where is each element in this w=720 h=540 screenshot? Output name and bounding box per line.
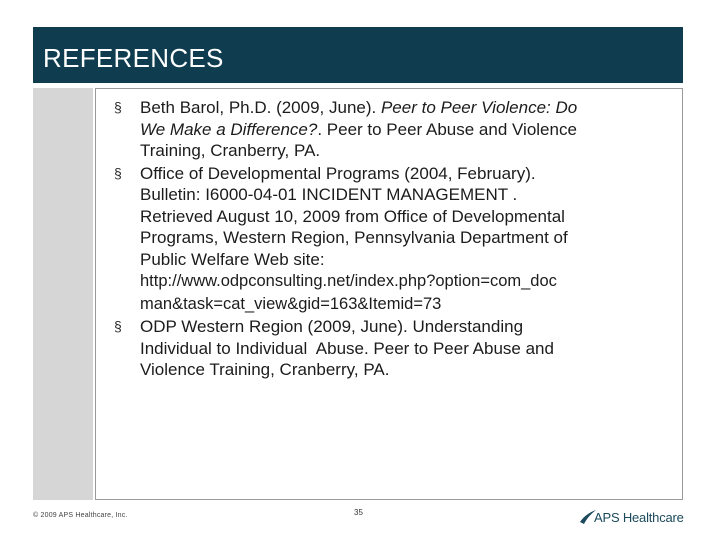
reference-line (140, 270, 672, 293)
reference-text: Public Welfare Web site: (140, 249, 325, 269)
reference-text: Training, Cranberry, PA. (140, 141, 321, 160)
reference-line (140, 97, 672, 119)
references-list (112, 97, 672, 382)
reference-line (140, 338, 672, 360)
reference-line (140, 249, 672, 271)
reference-text: ODP Western Region (2009, June). Understanding (140, 317, 524, 336)
reference-text: Office of Developmental Programs (2004, February). (140, 163, 536, 183)
reference-text: We Make a Difference? (140, 119, 318, 139)
reference-item (112, 97, 672, 162)
bullet-icon: § (114, 164, 122, 181)
reference-url[interactable]: http://www.odpconsulting.net/index.php?option=com_doc (140, 272, 557, 290)
reference-line (140, 119, 672, 141)
reference-line (140, 293, 672, 316)
reference-text: Beth Barol, Ph.D. (2009, June). (140, 98, 381, 117)
title-bar (33, 27, 683, 83)
reference-line (140, 227, 672, 249)
page-number: 35 (354, 508, 363, 517)
reference-line (140, 206, 672, 228)
reference-line (140, 184, 672, 206)
reference-line (140, 163, 672, 185)
left-decorative-strip (33, 88, 93, 500)
copyright-text: © 2009 APS Healthcare, Inc. (33, 512, 128, 519)
reference-url[interactable]: man&task=cat_view&gid=163&Itemid=73 (140, 294, 442, 313)
reference-item (112, 316, 672, 381)
logo-text: APS Healthcare (594, 510, 684, 525)
reference-text: Programs, Western Region, Pennsylvania Department of (140, 228, 568, 247)
bullet-icon: § (114, 99, 122, 115)
reference-line (140, 359, 672, 381)
reference-text: Violence Training, Cranberry, PA. (140, 360, 390, 379)
reference-text: Individual to Individual Abuse. Peer to Peer Abuse and (140, 338, 554, 358)
content-box (95, 88, 683, 500)
page-title: REFERENCES (43, 43, 224, 73)
reference-item (112, 163, 672, 316)
reference-line (140, 316, 672, 338)
reference-line (140, 140, 672, 162)
reference-text: Retrieved August 10, 2009 from Office of Developmental (140, 206, 565, 226)
aps-logo (578, 506, 718, 528)
reference-text: Bulletin: I6000-04-01 INCIDENT MANAGEMENT . (140, 185, 518, 204)
reference-text: . Peer to Peer Abuse and Violence (317, 119, 577, 139)
bullet-icon: § (114, 318, 122, 334)
reference-text: Peer to Peer Violence: Do (380, 98, 578, 117)
